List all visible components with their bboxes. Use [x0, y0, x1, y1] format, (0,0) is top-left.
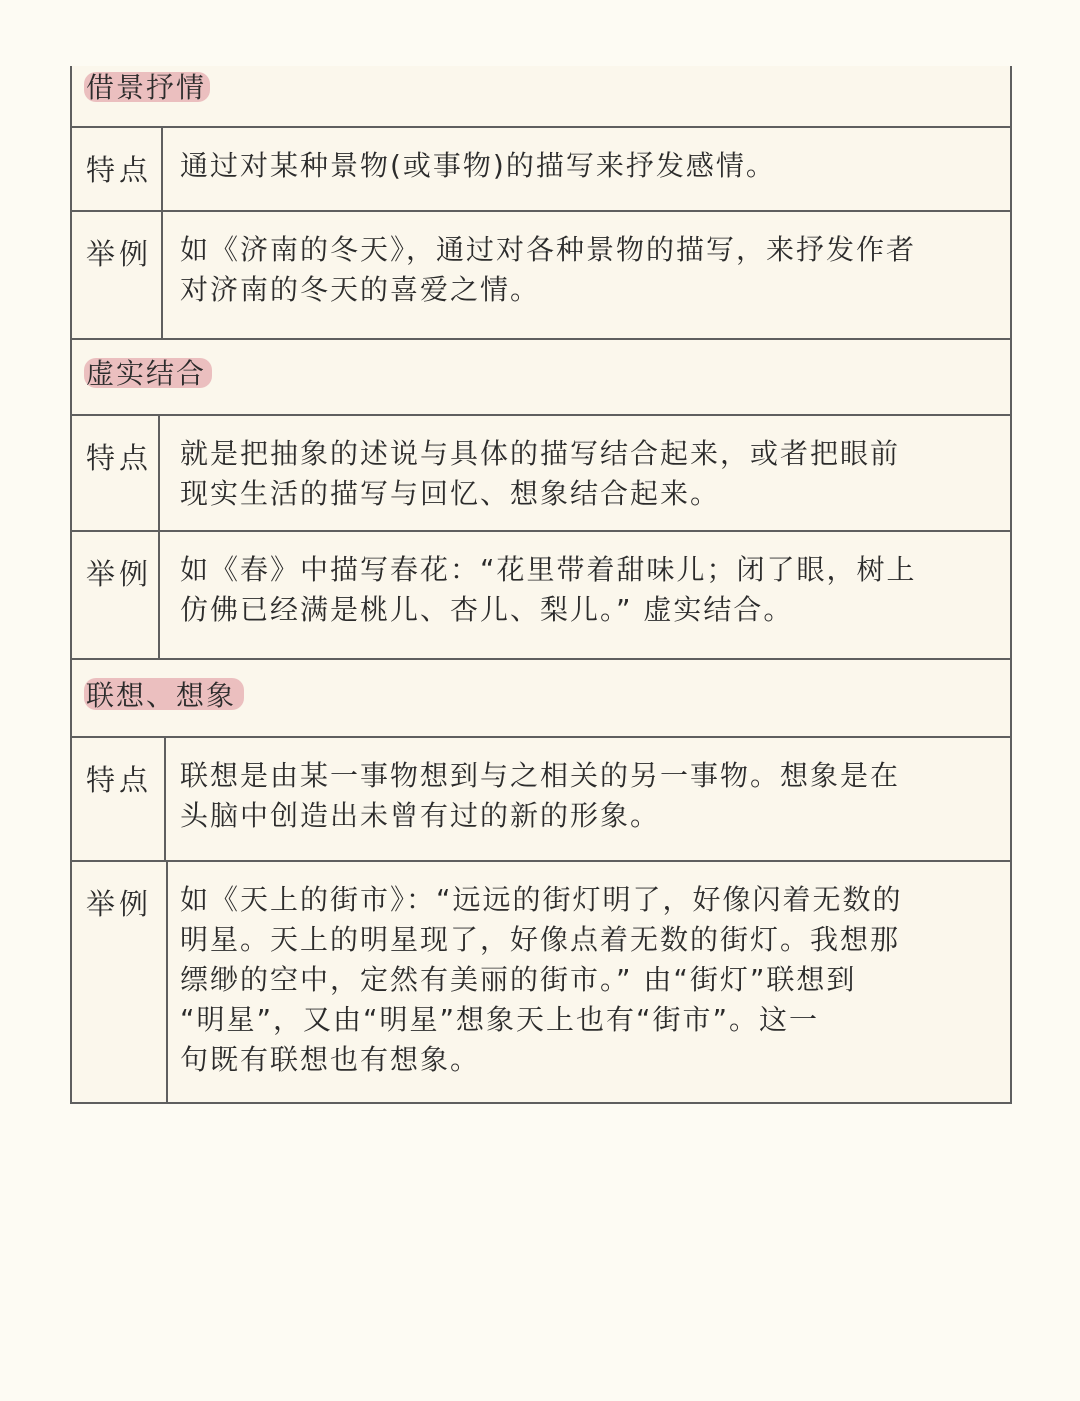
column-divider	[158, 532, 160, 658]
table-row	[72, 862, 1010, 1102]
column-divider	[158, 416, 160, 530]
row-label: 举例	[86, 237, 153, 271]
section-header-虚实结合	[72, 340, 1010, 416]
column-divider	[161, 128, 163, 210]
section-title: 联想、想象	[86, 679, 237, 712]
table-row	[72, 416, 1010, 532]
section-title: 虚实结合	[86, 357, 207, 390]
section-header-联想想象	[72, 660, 1010, 738]
row-label: 举例	[86, 887, 153, 921]
table-row	[72, 532, 1010, 660]
column-divider	[166, 862, 168, 1102]
row-label: 特点	[86, 763, 153, 797]
row-content: 如《春》中描写春花：“花里带着甜味儿；闭了眼，树上 仿佛已经满是桃儿、杏儿、梨儿。” 虚实结合。	[180, 553, 917, 626]
row-content: 通过对某种景物(或事物)的描写来抒发感情。	[180, 149, 776, 182]
row-label: 举例	[86, 557, 153, 591]
notes-table	[70, 66, 1012, 1104]
row-content: 就是把抽象的述说与具体的描写结合起来，或者把眼前 现实生活的描写与回忆、想象结合起来。	[180, 437, 901, 510]
column-divider	[164, 738, 166, 860]
row-content: 联想是由某一事物想到与之相关的另一事物。想象是在 头脑中创造出未曾有过的新的形象。	[180, 759, 901, 832]
row-content: 如《济南的冬天》，通过对各种景物的描写，来抒发作者 对济南的冬天的喜爱之情。	[180, 233, 917, 306]
section-title: 借景抒情	[86, 71, 207, 104]
table-row	[72, 738, 1010, 862]
table-row	[72, 128, 1010, 212]
column-divider	[161, 212, 163, 338]
row-label: 特点	[86, 441, 153, 475]
section-header-借景抒情	[72, 66, 1010, 128]
table-row	[72, 212, 1010, 340]
row-content: 如《天上的街市》：“远远的街灯明了，好像闪着无数的 明星。天上的明星现了，好像点着无数的街灯。我想那 缥缈的空中，定然有美丽的街市。” 由“街灯”联想到 “明星”，又由“明星”想象天上也有“街市”。这一 句既有联想也有想象。	[180, 883, 903, 1076]
row-label: 特点	[86, 153, 153, 187]
